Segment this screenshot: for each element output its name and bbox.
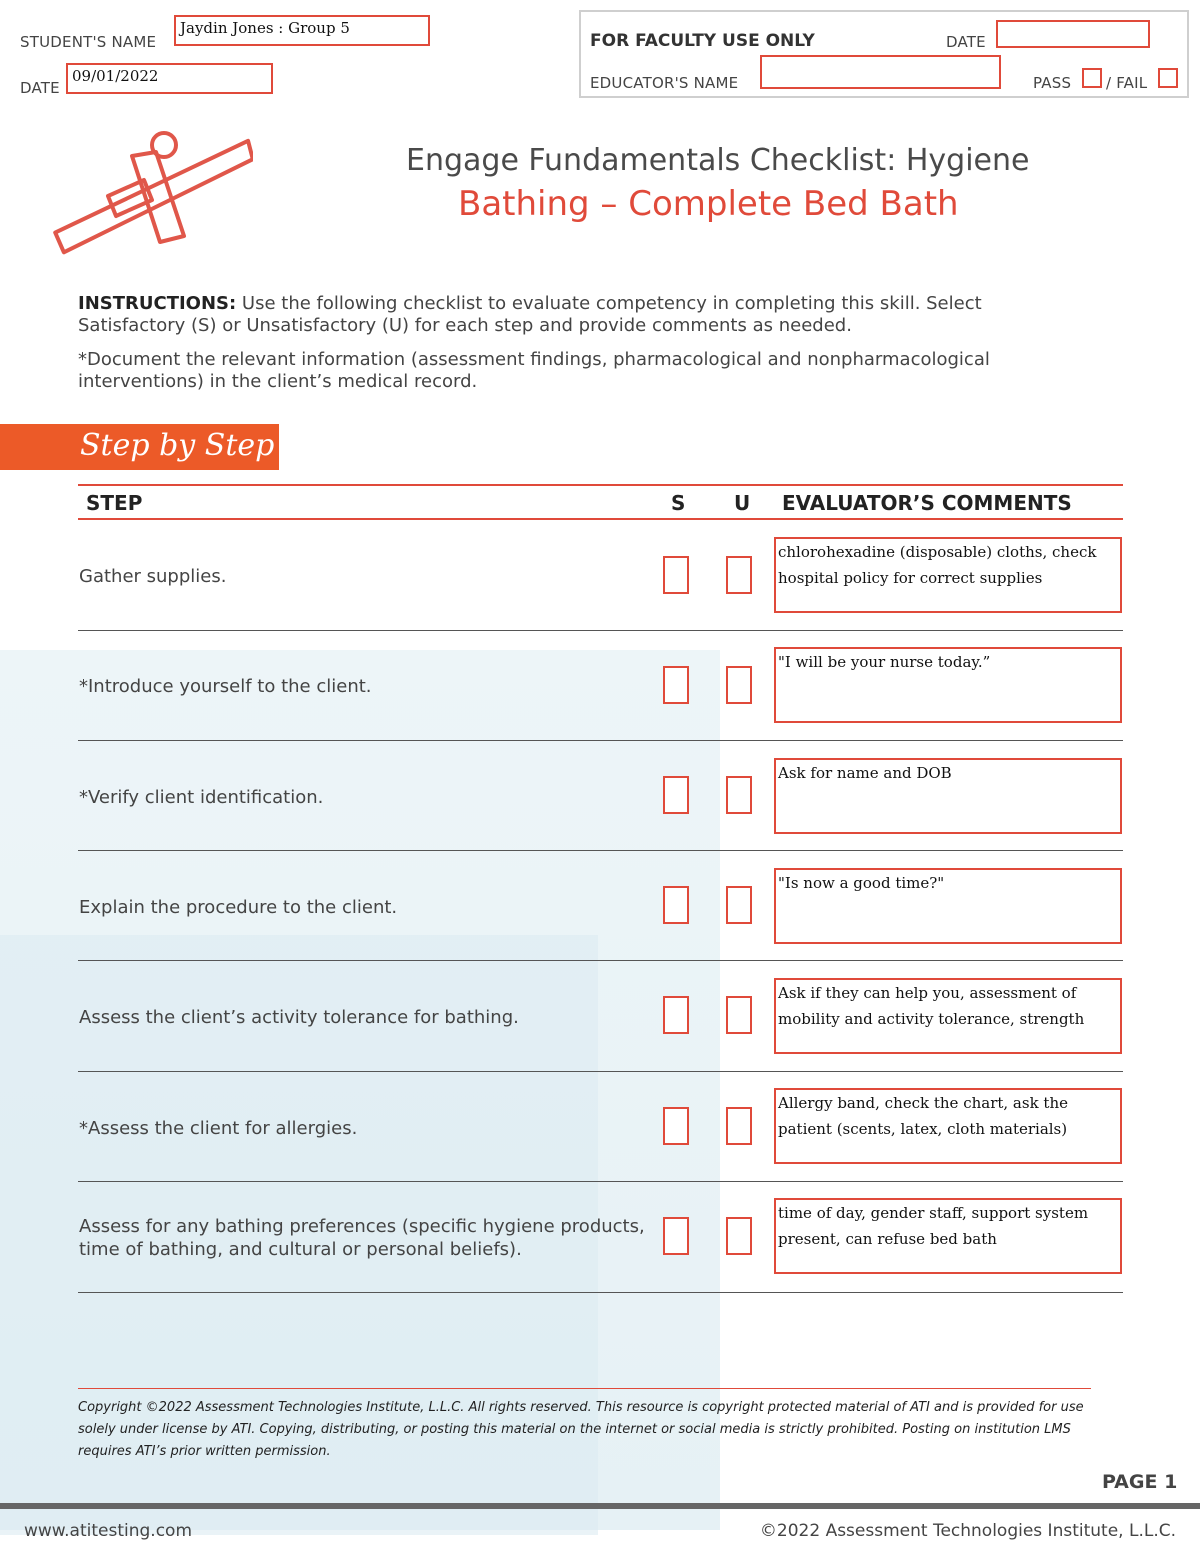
section-banner-label: Step by Step (80, 428, 275, 463)
unsatisfactory-checkbox[interactable] (726, 556, 752, 594)
step-text: Gather supplies. (79, 566, 227, 587)
step-text: *Assess the client for allergies. (79, 1118, 358, 1139)
row-divider (78, 1292, 1123, 1293)
page-title: Engage Fundamentals Checklist: Hygiene (406, 143, 1030, 178)
student-name-label: STUDENT'S NAME (20, 33, 157, 51)
column-header-u: U (734, 491, 751, 515)
page-subtitle: Bathing – Complete Bed Bath (458, 184, 959, 224)
pass-checkbox[interactable] (1082, 68, 1102, 88)
date-label: DATE (20, 79, 60, 97)
instructions-note: *Document the relevant information (assessment findings, pharmacological and nonpharmacological interventions) in the client’s medical record. (78, 349, 990, 392)
comment-field[interactable]: Ask if they can help you, assessment of mobility and activity tolerance, strength (774, 978, 1122, 1054)
column-header-step: STEP (86, 491, 143, 515)
company-copyright: ©2022 Assessment Technologies Institute, L.L.C. (759, 1521, 1176, 1541)
educator-name-value (762, 57, 999, 61)
section-banner (0, 424, 279, 470)
student-name-value: Jaydin Jones : Group 5 (180, 19, 350, 37)
comment-field[interactable]: Allergy band, check the chart, ask the patient (scents, latex, cloth materials) (774, 1088, 1122, 1164)
row-divider (78, 1071, 1123, 1072)
page-number: PAGE 1 (1102, 1471, 1178, 1493)
ati-logo-icon (48, 126, 253, 268)
faculty-title: FOR FACULTY USE ONLY (590, 31, 815, 51)
row-divider (78, 1181, 1123, 1182)
website-link[interactable]: www.atitesting.com (24, 1521, 193, 1541)
faculty-date-field[interactable] (996, 20, 1150, 48)
comment-field[interactable]: "Is now a good time?" (774, 868, 1122, 944)
comment-field[interactable]: chlorohexadine (disposable) cloths, check hospital policy for correct supplies (774, 537, 1122, 613)
student-name-field[interactable] (174, 15, 430, 46)
step-text: *Verify client identification. (79, 787, 324, 808)
comment-field[interactable]: Ask for name and DOB (774, 758, 1122, 834)
satisfactory-checkbox[interactable] (663, 776, 689, 814)
satisfactory-checkbox[interactable] (663, 996, 689, 1034)
step-text: Assess for any bathing preferences (specific hygiene products, time of bathing, and cultural or personal beliefs). (79, 1216, 645, 1260)
date-value: 09/01/2022 (72, 67, 159, 85)
footer-bar (0, 1503, 1200, 1509)
unsatisfactory-checkbox[interactable] (726, 776, 752, 814)
row-divider (78, 740, 1123, 741)
educator-name-label: EDUCATOR'S NAME (590, 74, 739, 92)
step-text: Assess the client’s activity tolerance for bathing. (79, 1007, 519, 1028)
table-header-rule (78, 518, 1123, 520)
satisfactory-checkbox[interactable] (663, 886, 689, 924)
instructions-label: INSTRUCTIONS: (78, 293, 237, 314)
step-text: Explain the procedure to the client. (79, 897, 398, 918)
column-header-comments: EVALUATOR’S COMMENTS (782, 491, 1072, 515)
satisfactory-checkbox[interactable] (663, 1217, 689, 1255)
row-divider (78, 630, 1123, 631)
row-divider (78, 850, 1123, 851)
unsatisfactory-checkbox[interactable] (726, 666, 752, 704)
unsatisfactory-checkbox[interactable] (726, 996, 752, 1034)
satisfactory-checkbox[interactable] (663, 1107, 689, 1145)
educator-name-field[interactable] (760, 55, 1001, 89)
satisfactory-checkbox[interactable] (663, 556, 689, 594)
copyright-rule (78, 1388, 1091, 1389)
date-field[interactable] (66, 63, 273, 94)
comment-field[interactable]: "I will be your nurse today.” (774, 647, 1122, 723)
satisfactory-checkbox[interactable] (663, 666, 689, 704)
unsatisfactory-checkbox[interactable] (726, 1107, 752, 1145)
fail-checkbox[interactable] (1158, 68, 1178, 88)
unsatisfactory-checkbox[interactable] (726, 886, 752, 924)
faculty-date-label: DATE (946, 33, 986, 51)
copyright-notice: Copyright ©2022 Assessment Technologies Institute, L.L.C. All rights reserved. This resource is copyright protected material of ATI and is provided for use solely under license by ATI. Copying, distributing, or posting this material on the internet or social media is strictly prohibited. Posting on institution LMS requires ATI’s prior written permission. (78, 1400, 1084, 1459)
pass-label: PASS (1033, 74, 1072, 92)
comment-field[interactable]: time of day, gender staff, support system present, can refuse bed bath (774, 1198, 1122, 1274)
step-text: *Introduce yourself to the client. (79, 676, 372, 697)
unsatisfactory-checkbox[interactable] (726, 1217, 752, 1255)
table-top-rule (78, 484, 1123, 486)
instructions-text: Use the following checklist to evaluate competency in completing this skill. Select Satisfactory (S) or Unsatisfactory (U) for each step and provide comments as needed. (78, 293, 982, 336)
fail-label: / FAIL (1106, 74, 1148, 92)
row-divider (78, 960, 1123, 961)
faculty-date-value (998, 22, 1148, 26)
column-header-s: S (671, 491, 686, 515)
instructions (78, 293, 1078, 393)
